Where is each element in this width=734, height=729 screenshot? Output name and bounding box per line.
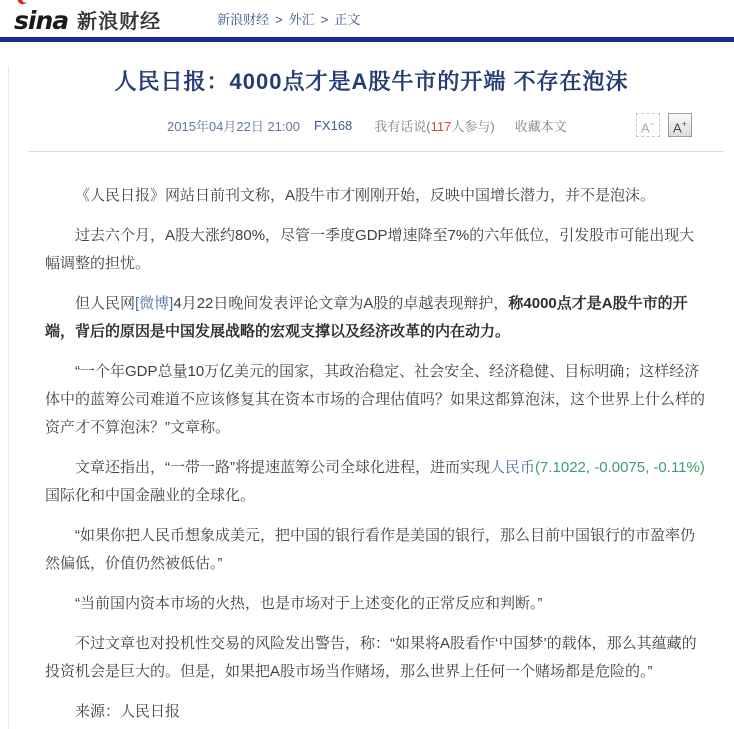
- paragraph-text: 4月22日晚间发表评论文章为A股的卓越表现辩护，: [173, 295, 509, 312]
- comments-link[interactable]: [374, 116, 494, 135]
- comments-label: 我有话说(: [374, 118, 431, 134]
- paragraph: [45, 590, 706, 618]
- breadcrumb: [217, 9, 360, 28]
- paragraph-text: “如果你把人民币想象成美元，把中国的银行看作是美国的银行，那么目前中国银行的市盈率仍然偏低，价值仍然被低估。”: [45, 527, 695, 572]
- source-link[interactable]: FX168: [313, 117, 353, 133]
- paragraph: [45, 630, 706, 686]
- renminbi-link[interactable]: 人民币: [490, 459, 536, 476]
- paragraph-text: “当前国内资本市场的火热，也是市场对于上述变化的正常反应和判断。”: [75, 595, 543, 612]
- sina-logo[interactable]: [14, 4, 161, 33]
- paragraph-text: 过去六个月，A股大涨约80%，尽管一季度GDP增速降至7%的六年低位，引发股市可能出现大幅调整的担忧。: [45, 227, 695, 272]
- breadcrumb-item-forex[interactable]: 外汇: [288, 12, 315, 27]
- paragraph-text: 《人民日报》网站日前刊文称，A股牛市才刚刚开始，反映中国增长潜力，并不是泡沫。: [75, 187, 656, 204]
- page-title: 人民日报：4000点才是A股牛市的开端 不存在泡沫: [114, 69, 629, 94]
- paragraph-text: 但人民网: [75, 295, 136, 312]
- paragraph-text: 不过文章也对投机性交易的风险发出警告，称：“如果将A股看作‘中国梦’的载体，那么其蕴藏的投资机会是巨大的。但是，如果把A股市场当作赌场，那么世界上任何一个赌场都是危险的。”: [45, 635, 697, 680]
- paragraph-text: “一个年GDP总量10万亿美元的国家，其政治稳定、社会安全、经济稳健、目标明确；这样经济体中的蓝筹公司难道不应该修复其在资本市场的合理估值吗？如果这都算泡沫，这个世界上什么样的资产才不算泡沫？”文章称。: [45, 363, 706, 436]
- exchange-rate-quote: (7.1022, -0.0075, -0.11%): [535, 459, 705, 476]
- font-size-controls: [636, 113, 692, 137]
- paragraph-bold-text: 称4000点才是A股牛市的开端，背后的原因是中国发展战略的宏观支撑以及经济改革的内在动力。: [45, 295, 688, 340]
- sina-logo-brand: 新浪财经: [77, 11, 162, 33]
- article-meta: [167, 112, 692, 138]
- paragraph: [45, 290, 706, 346]
- paragraph-text: 国际化和中国金融业的全球化。: [45, 487, 256, 504]
- favorite-link[interactable]: 收藏本文: [514, 118, 567, 134]
- breadcrumb-separator: >: [320, 12, 329, 27]
- paragraph: [45, 522, 706, 578]
- sina-flame-icon: [14, 0, 29, 11]
- paragraph: [45, 182, 706, 210]
- article-body: [9, 152, 734, 726]
- paragraph: [45, 454, 706, 510]
- comments-label-suffix: 人参与): [451, 118, 495, 134]
- paragraph-text: 来源：人民日报: [75, 703, 181, 720]
- comment-count: 117: [430, 118, 452, 134]
- font-decrease-button[interactable]: A−: [636, 113, 660, 137]
- breadcrumb-item-article[interactable]: 正文: [334, 12, 361, 27]
- breadcrumb-separator: >: [275, 12, 283, 27]
- font-increase-button[interactable]: A+: [668, 113, 692, 137]
- header-divider-bar: [0, 37, 734, 42]
- article-source-line: [45, 698, 706, 726]
- breadcrumb-item-finance[interactable]: 新浪财经: [217, 12, 270, 27]
- site-header: [0, 0, 734, 37]
- paragraph-text: 文章还指出，“一带一路”将提速蓝筹公司全球化进程，进而实现: [75, 459, 490, 476]
- article-container: [8, 66, 734, 729]
- publish-datetime: 2015年04月22日 21:00: [167, 118, 300, 134]
- sina-logo-word: sina: [14, 6, 69, 35]
- weibo-link[interactable]: [微博]: [135, 295, 174, 312]
- paragraph: [45, 222, 706, 278]
- paragraph: [45, 358, 706, 442]
